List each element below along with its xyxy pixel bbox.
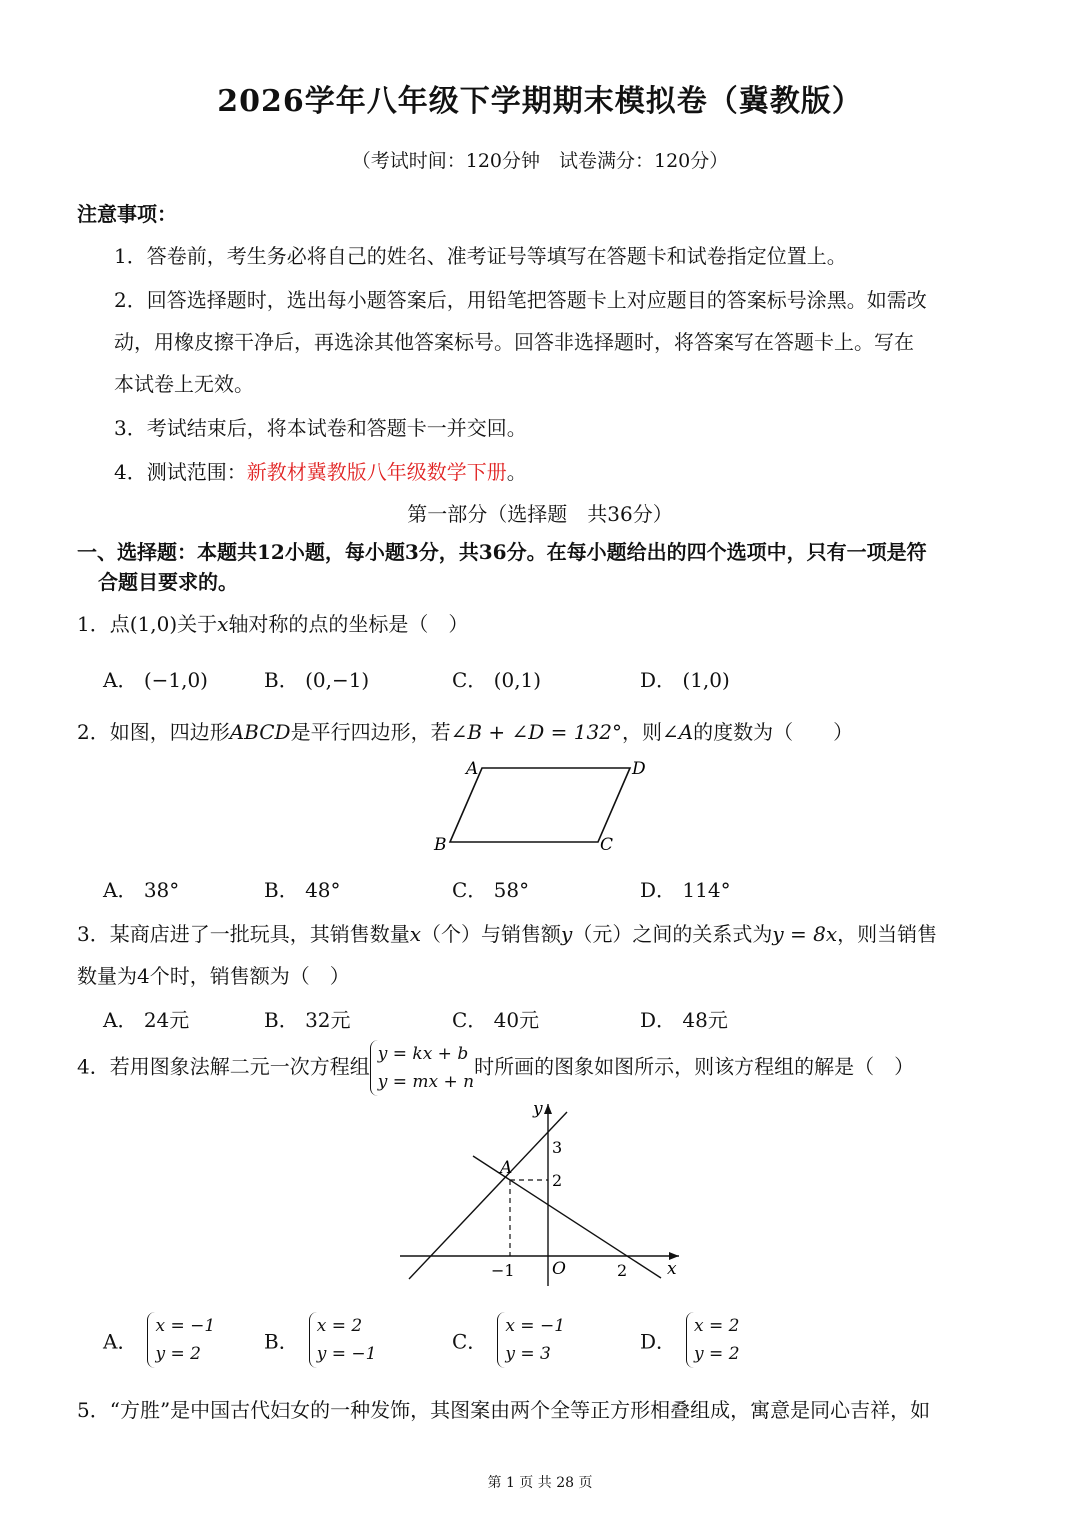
q3-text-d: ，则当销售 (837, 922, 938, 946)
part1-instruction-line-1: 一、选择题：本题共12小题，每小题3分，共36分。在每小题给出的四个选项中，只有一项是符 (77, 540, 927, 564)
question-3-line-2: 数量为4个时，销售额为（ ） (77, 964, 350, 988)
question-1 (77, 608, 468, 637)
tick-label-y-2: 2 (552, 1171, 563, 1190)
tick-label-x-neg1: −1 (491, 1261, 515, 1280)
q2-text-c: ，则 (621, 720, 662, 744)
q3-option-c[interactable]: C． 40元 (452, 1008, 540, 1032)
q3-x: x (409, 922, 422, 946)
q4-text-b: 时所画的图象如图所示，则该方程组的解是（ ） (474, 1054, 915, 1079)
q4-option-c[interactable]: C． x = −1 y = 3 (452, 1312, 565, 1368)
vertex-d-label: D (632, 759, 646, 779)
parallelogram-abcd (450, 768, 630, 842)
q2-option-c[interactable]: C． 58° (452, 878, 530, 902)
tick-label-y-3: 3 (552, 1138, 563, 1157)
tick-label-x-2: 2 (617, 1261, 628, 1280)
q4-equation-system (370, 1040, 474, 1096)
exam-info: （考试时间：120分钟 试卷满分：120分） (351, 150, 729, 172)
note-2-line-2: 动，用橡皮擦干净后，再选涂其他答案标号。回答非选择题时，将答案写在答题卡上。写在 (114, 330, 914, 354)
test-scope: 新教材冀教版八年级数学下册 (246, 460, 507, 484)
x-axis-label: x (667, 1259, 677, 1279)
q3-option-a[interactable]: A． 24元 (103, 1008, 190, 1032)
vertex-b-label: B (434, 835, 447, 855)
q3-text-b: （个）与销售额 (421, 922, 562, 946)
note-2-line-1: 2．回答选择题时，选出每小题答案后，用铅笔把答题卡上对应题目的答案标号涂黑。如需改 (114, 288, 927, 312)
note-4-suffix: 。 (506, 460, 527, 484)
q1-text-a: 1．点 (77, 612, 130, 636)
q3-option-d[interactable]: D． 48元 (640, 1008, 728, 1032)
q3-option-b[interactable]: B． 32元 (264, 1008, 351, 1032)
question-3 (77, 918, 937, 947)
q1-text-c: 轴对称的点的坐标是（ ） (228, 612, 469, 636)
note-2-line-3: 本试卷上无效。 (114, 372, 254, 396)
question-2 (77, 716, 853, 745)
q4-option-d[interactable]: D． x = 2 y = 2 (640, 1312, 740, 1368)
q4-graph (395, 1096, 695, 1294)
q3-y: y (561, 922, 573, 946)
page-title: 2026学年八年级下学期期末模拟卷（冀教版） (217, 84, 863, 119)
point-a-label: A (500, 1158, 513, 1178)
q2-text-a: 2．如图，四边形 (77, 720, 230, 744)
section-title: 第一部分（选择题 共36分） (407, 502, 673, 526)
page-footer: 第 1 页 共 28 页 (487, 1475, 593, 1491)
q4-option-b[interactable]: B． x = 2 y = −1 (264, 1312, 376, 1368)
q1-text-b: 关于 (177, 612, 218, 636)
q4-text-a: 4．若用图象法解二元一次方程组 (77, 1054, 370, 1079)
parallelogram-figure (420, 752, 660, 858)
vertex-a-label: A (466, 759, 479, 779)
q1-x: x (217, 612, 229, 636)
note-4 (114, 456, 527, 485)
q3-equation: y = 8x (772, 922, 838, 946)
note-1: 1．答卷前，考生务必将自己的姓名、准考证号等填写在答题卡和试卷指定位置上。 (114, 244, 847, 268)
q4-eq-2: y = mx + n (377, 1072, 475, 1092)
q1-option-c[interactable]: C． (0,1) (452, 668, 542, 692)
vertex-c-label: C (600, 835, 614, 855)
q2-option-b[interactable]: B． 48° (264, 878, 341, 902)
q4-option-a[interactable]: A． x = −1 y = 2 (103, 1312, 215, 1368)
q3-text-a: 3．某商店进了一批玩具，其销售数量 (77, 922, 410, 946)
origin-label: O (552, 1259, 566, 1279)
note-3: 3．考试结束后，将本试卷和答题卡一并交回。 (114, 416, 527, 440)
question-5: 5．“方胜”是中国古代妇女的一种发饰，其图案由两个全等正方形相叠组成，寓意是同心吉祥，如 (77, 1398, 931, 1422)
q1-point: (1,0) (129, 612, 178, 636)
q2-condition: ∠B + ∠D = 132° (450, 720, 622, 744)
q2-quad-name: ABCD (229, 720, 291, 744)
note-4-prefix: 4．测试范围： (114, 460, 247, 484)
q3-text-c: （元）之间的关系式为 (572, 922, 773, 946)
q2-option-d[interactable]: D． 114° (640, 878, 731, 902)
question-4 (77, 1040, 914, 1096)
q1-option-b[interactable]: B． (0,−1) (264, 668, 370, 692)
q1-option-d[interactable]: D． (1,0) (640, 668, 730, 692)
q2-angle: ∠A (661, 720, 694, 744)
q1-option-a[interactable]: A． (−1,0) (103, 668, 208, 692)
part1-instruction-line-2: 合题目要求的。 (98, 570, 238, 594)
y-axis-arrow-icon (544, 1104, 552, 1114)
q2-text-b: 是平行四边形，若 (290, 720, 451, 744)
notes-heading: 注意事项： (77, 202, 177, 226)
q2-text-d: 的度数为（ ） (693, 720, 854, 744)
line-y-kx-b (409, 1112, 567, 1279)
q2-option-a[interactable]: A． 38° (103, 878, 180, 902)
q4-eq-1: y = kx + b (377, 1044, 469, 1064)
y-axis-label: y (533, 1099, 543, 1119)
